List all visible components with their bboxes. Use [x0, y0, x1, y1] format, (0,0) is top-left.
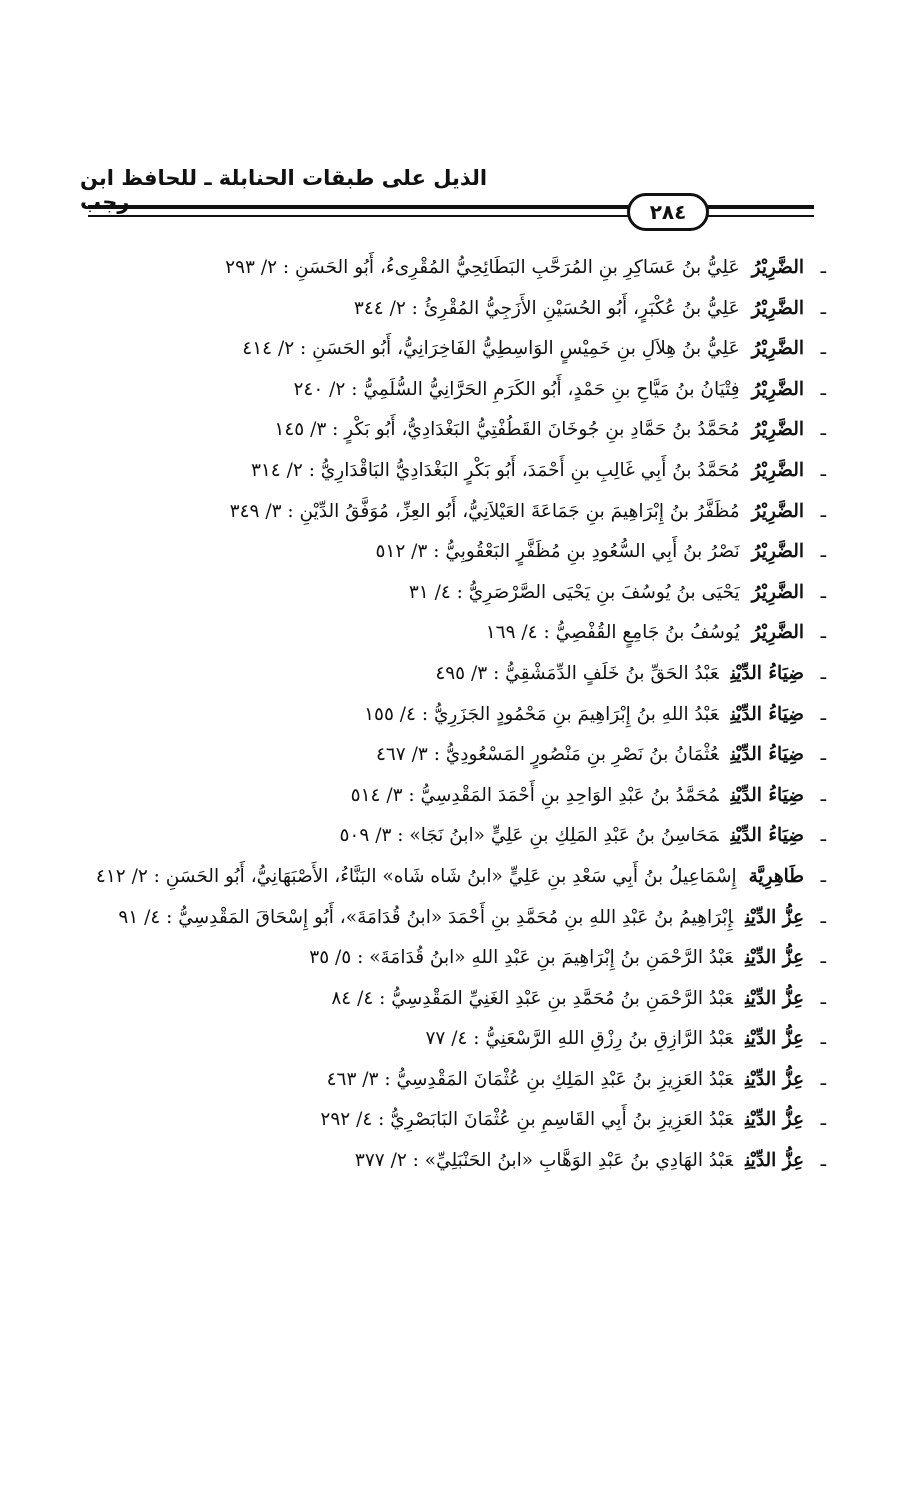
entry-dash: ـ: [820, 1068, 826, 1090]
index-entry: [126, 979, 826, 1020]
entry-label: الضَّرِيْرُ: [751, 378, 804, 400]
entry-text: عُثْمَانُ بنُ نَصْرِ بنِ مَنْصُورٍ المَسْعُودِيُّ : ٣/ ٤٦٧: [375, 744, 719, 766]
entry-text: عَبْدُ العَزِيزِ بنُ عَبْدِ المَلِكِ بنِ عُثْمَانَ المَقْدِسِيُّ : ٣/ ٤٦٣: [326, 1068, 734, 1090]
entry-label: عِزُّ الدِّيْنِ: [745, 987, 804, 1009]
index-entry: [126, 248, 826, 289]
entry-text: مُحَمَّدُ بنُ أَبِي غَالِبِ بنِ أَحْمَدَ، أَبُو بَكْرٍ البَغْدَادِيُّ البَاقْدَارِيُّ : ٢/ ٣١٤: [250, 459, 740, 481]
index-entry: [126, 410, 826, 451]
entry-label: الضَّرِيْرُ: [751, 419, 804, 441]
entry-dash: ـ: [820, 297, 826, 319]
index-entry: [126, 654, 826, 695]
entry-dash: ـ: [820, 378, 826, 400]
index-entry: [126, 1141, 826, 1182]
entry-label: ضِيَاءُ الدِّيْنِ: [730, 703, 804, 725]
index-entry: [126, 1060, 826, 1101]
entry-dash: ـ: [820, 703, 826, 725]
entry-dash: ـ: [820, 459, 826, 481]
index-entry: [126, 776, 826, 817]
index-entry: [126, 289, 826, 330]
entry-text: عَلِيُّ بنُ عُكْبَرٍ، أَبُو الحُسَيْنِ الأَزَجِيُّ المُقْرِئُ : ٢/ ٣٤٤: [353, 297, 740, 319]
entry-text: مَحَاسِنُ بنُ عَبْدِ المَلِكِ بنِ عَلِيٍّ «ابنُ نَجَا» : ٣/ ٥٠٩: [339, 825, 719, 847]
running-header-title: الذيل على طبقات الحنابلة ـ للحافظ ابن رجب: [80, 166, 488, 214]
index-entry: [126, 938, 826, 979]
entry-text: عَبْدُ العَزِيزِ بنُ أَبِي القَاسِمِ بنِ عُثْمَانَ البَابَصْرِيُّ : ٤/ ٢٩٢: [320, 1109, 734, 1131]
index-entry: [126, 492, 826, 533]
entry-text: عَبْدُ الرَّحْمَنِ بنُ إِبْرَاهِيمَ بنِ عَبْدِ اللهِ «ابنُ قُدَامَةَ» : ٥/ ٣٥: [309, 947, 734, 969]
entry-label: طَاهِرِيَّة: [748, 865, 804, 887]
index-entry: [126, 451, 826, 492]
entry-text: عَبْدُ الحَقِّ بنُ خَلَفٍ الدِّمَشْقِيُّ : ٣/ ٤٩٥: [435, 662, 719, 684]
entry-label: الضَّرِيْرُ: [751, 541, 804, 563]
entry-dash: ـ: [820, 662, 826, 684]
entry-dash: ـ: [820, 541, 826, 563]
entry-dash: ـ: [820, 865, 826, 887]
entry-label: عِزُّ الدِّيْنِ: [745, 1068, 804, 1090]
index-entry: [126, 1100, 826, 1141]
entry-label: الضَّرِيْرُ: [751, 338, 804, 360]
entry-dash: ـ: [820, 947, 826, 969]
entry-label: الضَّرِيْرُ: [751, 581, 804, 603]
entry-label: الضَّرِيْرُ: [751, 622, 804, 644]
entry-dash: ـ: [820, 500, 826, 522]
entry-dash: ـ: [820, 1028, 826, 1050]
entry-label: الضَّرِيْرُ: [751, 297, 804, 319]
entry-label: ضِيَاءُ الدِّيْنِ: [730, 662, 804, 684]
index-entry: [118, 898, 826, 939]
entry-text: عَبْدُ اللهِ بنُ إِبْرَاهِيمَ بنِ مَحْمُودٍ الجَزَرِيُّ : ٤/ ١٥٥: [364, 703, 719, 725]
entry-text: عَبْدُ الهَادِي بنُ عَبْدِ الوَهَّابِ «ابنُ الحَنْبَلِيِّ» : ٢/ ٣٧٧: [354, 1150, 734, 1172]
entry-label: الضَّرِيْرُ: [751, 459, 804, 481]
entry-label: الضَّرِيْرُ: [751, 500, 804, 522]
entry-text: مُظَفَّرُ بنُ إِبْرَاهِيمَ بنِ جَمَاعَةَ العَيْلاَنِيُّ، أَبُو العِزِّ، مُوَفَّقُ الدِّيْنِ : ٣/ ٣٤٩: [229, 500, 740, 522]
entry-dash: ـ: [820, 338, 826, 360]
page-number: ٢٨٤: [627, 193, 709, 231]
entry-label: عِزُّ الدِّيْنِ: [745, 1028, 804, 1050]
entry-dash: ـ: [820, 622, 826, 644]
index-entry: [95, 857, 826, 898]
index-entry: [126, 613, 826, 654]
index-entry: [126, 532, 826, 573]
entry-label: عِزُّ الدِّيْنِ: [745, 906, 804, 928]
entry-text: عَلِيُّ بنُ هِلاَلِ بنِ خَمِيْسٍ الوَاسِطِيُّ الفَاخِرَانِيُّ، أَبُو الحَسَنِ : ٢/ ٤١٤: [242, 338, 740, 360]
entry-text: يُوسُفُ بنُ جَامِعٍ القُفْصِيُّ : ٤/ ١٦٩: [485, 622, 740, 644]
entry-label: الضَّرِيْرُ: [751, 257, 804, 278]
index-entry: [126, 735, 826, 776]
entry-dash: ـ: [820, 419, 826, 441]
entry-dash: ـ: [820, 906, 826, 928]
entry-dash: ـ: [820, 581, 826, 603]
entry-text: عَبْدُ الرَّحْمَنِ بنُ مُحَمَّدِ بنِ عَبْدِ الغَنِيِّ المَقْدِسِيُّ : ٤/ ٨٤: [331, 987, 734, 1009]
entry-dash: ـ: [820, 784, 826, 806]
index-entry: [126, 695, 826, 736]
index-entry: [126, 573, 826, 614]
entry-text: يَحْيَى بنُ يُوسُفَ بنِ يَحْيَى الصَّرْصَرِيُّ : ٤/ ٣١: [408, 581, 740, 603]
entry-text: إِسْمَاعِيلُ بنُ أَبِي سَعْدِ بنِ عَلِيٍّ «ابنُ شَاه شَاه» البَنَّاءُ، الأَصْبَهَانِيُّ، أَبُو الحَسَنِ : ٢/ ٤١٢: [95, 865, 737, 887]
entry-text: عَلِيُّ بنُ عَسَاكِرِ بنِ المُرَحَّبِ البَطَائِحِيُّ المُقْرِىءُ، أَبُو الحَسَنِ : ٢/ ٢٩٣: [225, 257, 740, 278]
entry-text: إِبْرَاهِيمُ بنُ عَبْدِ اللهِ بنِ مُحَمَّدِ بنِ أَحْمَدَ «ابنُ قُدَامَةَ»، أَبُو إِسْحَاقَ المَقْدِسِيُّ : ٤/ ٩١: [118, 906, 734, 928]
index-entry-list: [95, 248, 826, 1182]
entry-label: عِزُّ الدِّيْنِ: [745, 1150, 804, 1172]
entry-text: نَصْرُ بنُ أَبِي السُّعُودِ بنِ مُظَفَّرٍ البَعْقُوبِيُّ : ٣/ ٥١٢: [375, 541, 740, 563]
entry-dash: ـ: [820, 1150, 826, 1172]
entry-label: عِزُّ الدِّيْنِ: [745, 947, 804, 969]
entry-dash: ـ: [820, 1109, 826, 1131]
entry-label: ضِيَاءُ الدِّيْنِ: [730, 825, 804, 847]
index-entry: [126, 1019, 826, 1060]
entry-text: فِتْيَانُ بنُ مَيَّاحِ بنِ حَمْدٍ، أَبُو الكَرَمِ الحَرَّانِيُّ السُّلَمِيُّ : ٢/ ٢٤٠: [293, 378, 740, 400]
entry-dash: ـ: [820, 257, 826, 278]
entry-dash: ـ: [820, 744, 826, 766]
entry-dash: ـ: [820, 987, 826, 1009]
index-entry: [126, 370, 826, 411]
entry-text: عَبْدُ الرَّازِقِ بنُ رِزْقِ اللهِ الرَّسْعَنِيُّ : ٤/ ٧٧: [425, 1028, 734, 1050]
entry-text: مُحَمَّدُ بنُ عَبْدِ الوَاحِدِ بنِ أَحْمَدَ المَقْدِسِيُّ : ٣/ ٥١٤: [350, 784, 719, 806]
entry-label: ضِيَاءُ الدِّيْنِ: [730, 744, 804, 766]
index-entry: [126, 816, 826, 857]
entry-dash: ـ: [820, 825, 826, 847]
entry-label: ضِيَاءُ الدِّيْنِ: [730, 784, 804, 806]
entry-label: عِزُّ الدِّيْنِ: [745, 1109, 804, 1131]
entry-text: مُحَمَّدُ بنُ حَمَّادِ بنِ جُوخَانَ القَطُفْتِيُّ البَغْدَادِيُّ، أَبُو بَكْرٍ : ٣/ ١٤٥: [274, 419, 740, 441]
index-entry: [126, 329, 826, 370]
